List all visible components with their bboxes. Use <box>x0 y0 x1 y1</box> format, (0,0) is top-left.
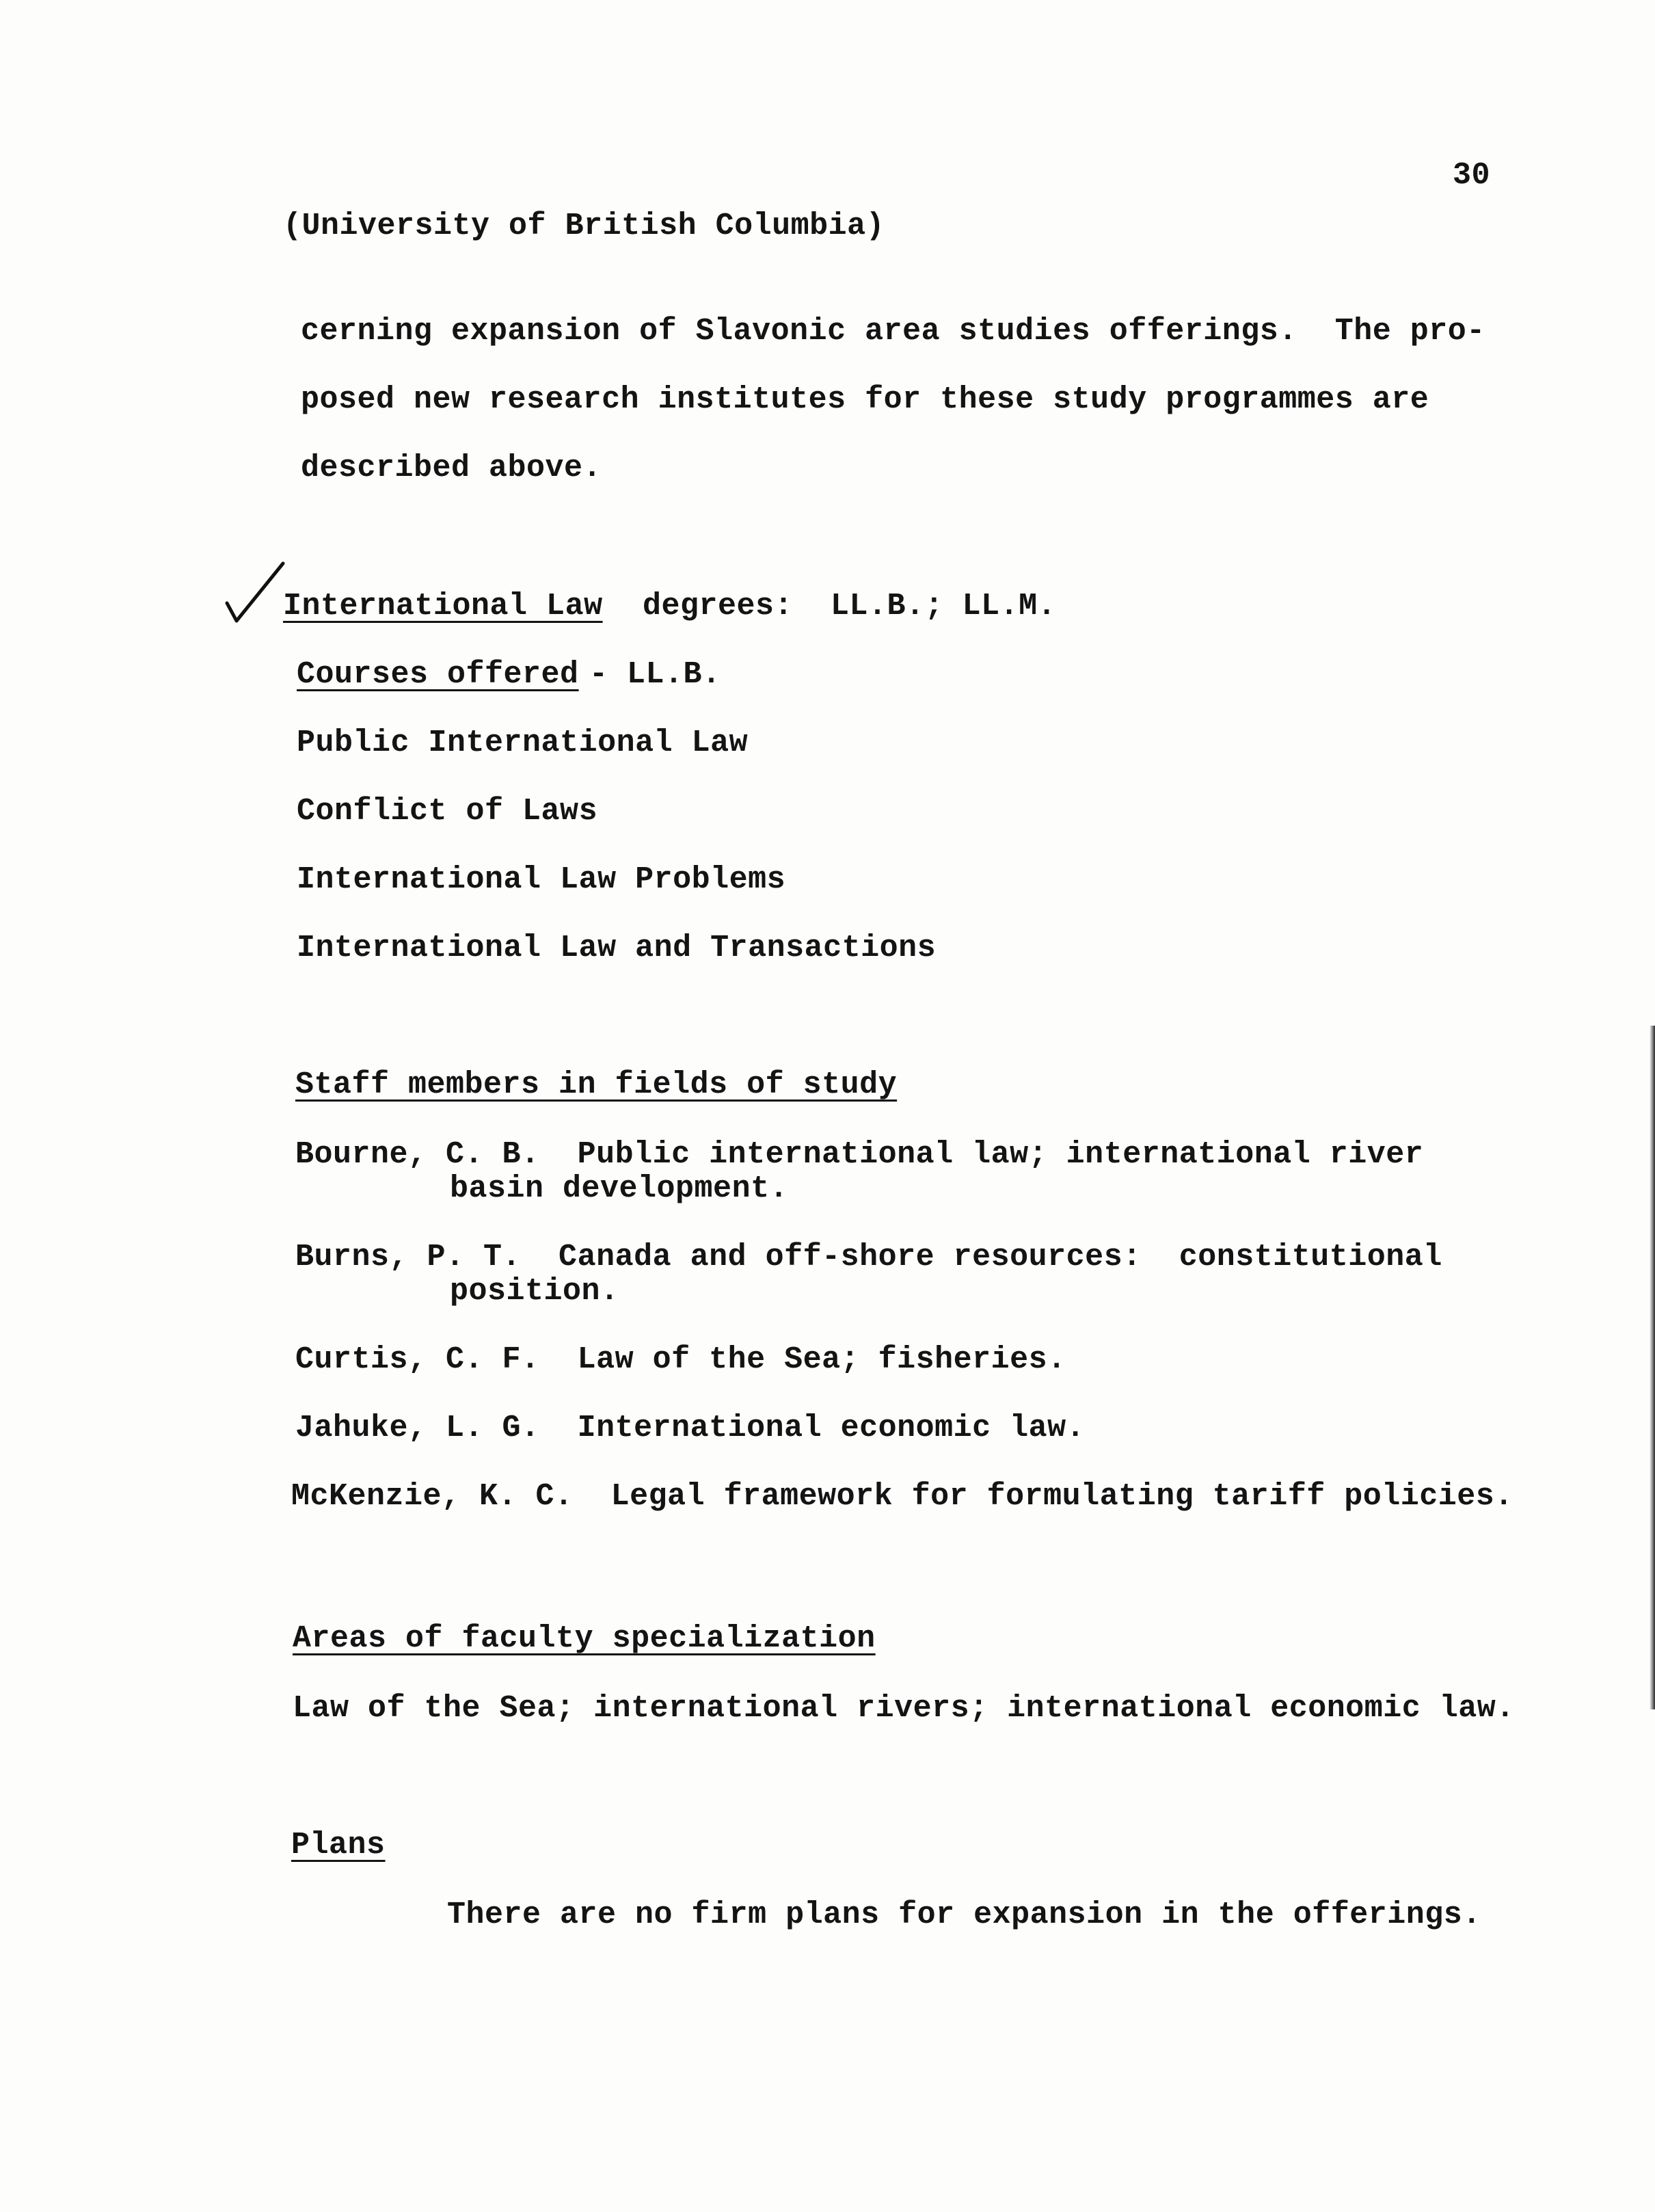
intro-line: described above. <box>301 451 602 485</box>
staff-heading: Staff members in fields of study <box>295 1067 898 1102</box>
course-item: International Law and Transactions <box>297 931 937 965</box>
courses-suffix: - LL.B. <box>589 657 721 692</box>
intro-line: posed new research institutes for these study programmes are <box>301 382 1429 417</box>
plans-heading: Plans <box>291 1828 386 1863</box>
staff-member-line: Burns, P. T. Canada and off-shore resources: constitutional <box>295 1240 1442 1275</box>
page-number: 30 <box>1453 158 1491 193</box>
staff-member-continuation: basin development. <box>450 1171 789 1206</box>
courses-heading: Courses offered <box>297 657 579 692</box>
areas-heading: Areas of faculty specialization <box>293 1621 876 1656</box>
page-header: (University of British Columbia) <box>283 209 885 243</box>
staff-member-line: Curtis, C. F. Law of the Sea; fisheries. <box>295 1342 1066 1377</box>
intro-line: cerning expansion of Slavonic area studies offerings. The pro- <box>301 314 1485 349</box>
staff-member-line: McKenzie, K. C. Legal framework for formulating tariff policies. <box>291 1479 1513 1514</box>
plans-text: There are no firm plans for expansion in the offerings. <box>447 1897 1481 1932</box>
course-item: Conflict of Laws <box>297 794 598 829</box>
scan-edge-shadow <box>1650 1026 1655 1709</box>
intl-law-heading: International Law <box>283 589 603 624</box>
staff-member-line: Jahuke, L. G. International economic law. <box>295 1411 1086 1445</box>
staff-member-continuation: position. <box>450 1274 619 1309</box>
course-item: International Law Problems <box>297 862 786 897</box>
areas-text: Law of the Sea; international rivers; international economic law. <box>293 1691 1515 1726</box>
checkmark-icon <box>224 561 286 629</box>
staff-member-line: Bourne, C. B. Public international law; international river <box>295 1137 1424 1172</box>
course-item: Public International Law <box>297 725 749 760</box>
intl-law-degrees: degrees: LL.B.; LL.M. <box>643 589 1057 624</box>
